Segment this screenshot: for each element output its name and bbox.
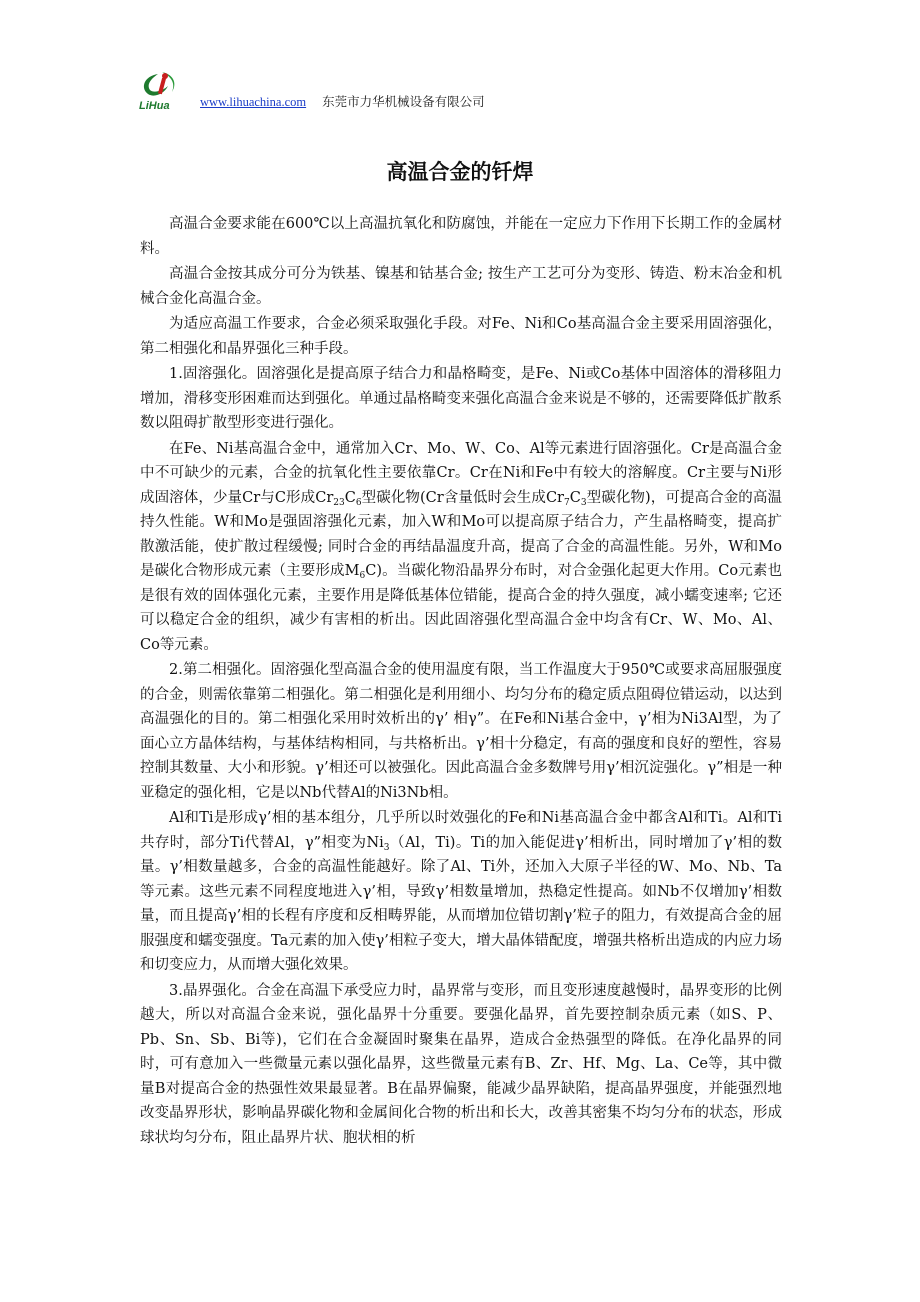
company-name: 东莞市力华机械设备有限公司 xyxy=(322,94,485,109)
paragraph-strengthening: 为适应高温工作要求，合金必须采取强化手段。对Fe、Ni和Co基高温合金主要采用固溶强化，第二相强化和晶界强化三种手段。 xyxy=(140,316,782,357)
document-title: 高温合金的钎焊 xyxy=(386,160,534,184)
paragraph-second-phase: 2.第二相强化。固溶强化型高温合金的使用温度有限，当工作温度大于950℃或要求高屈服强度的合金，则需依靠第二相强化。第二相强化是利用细小、均匀分布的稳定质点阻碍位错运动，以达到高温强化的目的。第二相强化采用时效析出的γ’ 相γ”。在Fe和Ni基合金中，γ’相为Ni3Al型，为了面心立方晶体结构，与基体结构相同，与共格析出。γ’相十分稳定，有高的强度和良好的塑性，容易控制其数量、大小和形貌。γ’相还可以被强化。因此高温合金多数牌号用γ’相沉淀强化。γ”相是一种亚稳定的强化相，它是以Nb代替Al的Ni3Nb相。 xyxy=(140,662,782,801)
paragraph-solid-solution: 1.固溶强化。固溶强化是提高原子结合力和晶格畸变，是Fe、Ni或Co基体中固溶体的滑移阻力增加，滑移变形困难而达到强化。单通过晶格畸变来强化高温合金来说是不够的，还需要降低扩散系数以阻碍扩散型形变进行强化。 xyxy=(140,366,782,431)
paragraph-al-ti: Al和Ti是形成γ’相的基本组分，几乎所以时效强化的Fe和Ni基高温合金中都含Al和Ti。Al和Ti共存时，部分Ti代替Al，γ”相变为$Ni_3(Al$，Ti)。Ti的加入能促进γ’相析出，同时增加了γ’相的数量。γ’相数量越多，合金的高温性能越好。除了Al、Ti外，还加入大原子半径的W、Mo、Nb、Ta等元素。这些元素不同程度地进入γ’相，导致γ’相数量增加，热稳定性提高。如Nb不仅增加γ’相数量，而且提高γ’相的长程有序度和反相畴界能，从而增加位错切割γ’粒子的阻力，有效提高合金的屈服强度和蠕变强度。Ta元素的加入使γ’相粒子变大，增大晶体错配度，增强共格析出造成的内应力场和切变应力，从而增大强化效果。 xyxy=(140,810,782,973)
paragraph-classification: 高温合金按其成分可分为铁基、镍基和钴基合金; 按生产工艺可分为变形、铸造、粉末冶金和机械合金化高温合金。 xyxy=(140,266,782,307)
svg-text:LiHua: LiHua xyxy=(139,100,170,112)
header-text xyxy=(200,94,485,112)
lihua-logo-icon xyxy=(138,68,184,112)
page-header xyxy=(138,68,485,112)
paragraph-solid-solution-elements: 在Fe、Ni基高温合金中，通常加入Cr、Mo、W、Co、Al等元素进行固溶强化。Cr是高温合金中不可缺少的元素，合金的抗氧化性主要依靠Cr。Cr在Ni和Fe中有较大的溶解度。Cr主要与Ni形成固溶体，少量Cr与C形成$Cr_{23}C_6$型碳化物(Cr含量低时会生成$Cr_7C_3$型碳化物)，可提高合金的高温持久性能。W和Mo是强固溶强化元素，加入W和Mo可以提高原子结合力，产生晶格畸变，提高扩散激活能，使扩散过程缓慢; 同时合金的再结晶温度升高，提高了合金的高温性能。另外，W和Mo是碳化合物形成元素（主要形成$M_6C$)。当碳化物沿晶界分布时，对合金强化起更大作用。Co元素也是很有效的固体强化元素，主要作用是降低基体位错能，提高合金的持久强度，减小蠕变速率; 它还可以稳定合金的组织，减少有害相的析出。因此固溶强化型高温合金中均含有Cr、W、Mo、Al、Co等元素。 xyxy=(140,440,782,653)
website-link[interactable]: www.lihuachina.com xyxy=(200,95,307,109)
paragraph-grain-boundary: 3.晶界强化。合金在高温下承受应力时，晶界常与变形，而且变形速度越慢时，晶界变形的比例越大，所以对高温合金来说，强化晶界十分重要。要强化晶界，首先要控制杂质元素（如S、P、Pb、Sn、Sb、Bi等)，它们在合金凝固时聚集在晶界，造成合金热强型的降低。在净化晶界的同时，可有意加入一些微量元素以强化晶界，这些微量元素有B、Zr、Hf、Mg、La、Ce等，其中微量B对提高合金的热强性效果最显著。B在晶界偏聚，能减少晶界缺陷，提高晶界强度，并能强烈地改变晶界形状，影响晶界碳化物和金属间化合物的析出和长大，改善其密集不均匀分布的状态，形成球状均匀分布，阻止晶界片状、胞状相的析 xyxy=(140,982,782,1146)
paragraph-intro: 高温合金要求能在600℃以上高温抗氧化和防腐蚀，并能在一定应力下作用下长期工作的金属材料。 xyxy=(140,216,782,257)
document-body xyxy=(140,212,782,1151)
